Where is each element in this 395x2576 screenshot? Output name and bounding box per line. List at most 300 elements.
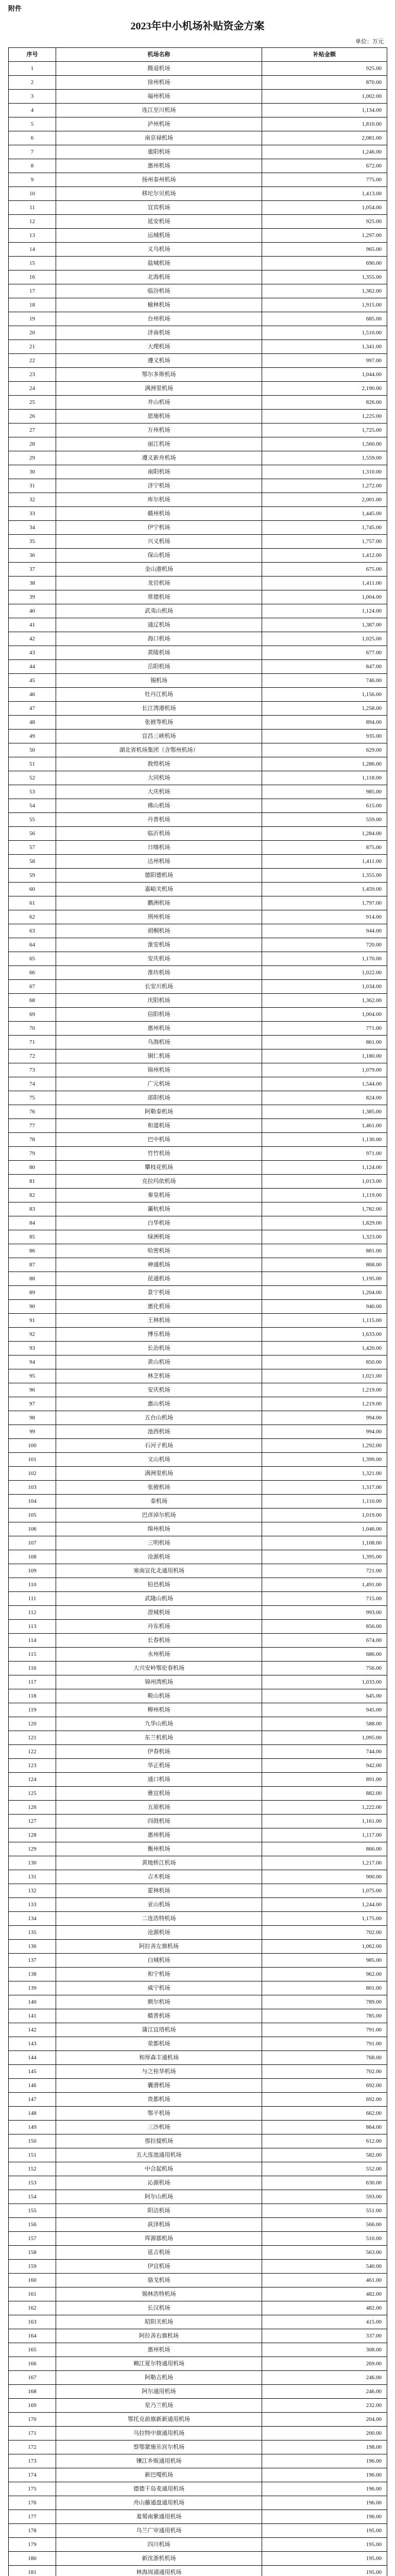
subsidy-amount: 1,491.00 <box>262 1578 387 1592</box>
subsidy-amount: 2,001.00 <box>262 493 387 507</box>
row-number: 42 <box>9 632 56 646</box>
subsidy-amount: 645.00 <box>262 1689 387 1703</box>
row-number: 33 <box>9 507 56 521</box>
airport-name: 荥都机场 <box>56 2037 262 2051</box>
table-row <box>9 2413 387 2427</box>
subsidy-amount: 1,004.00 <box>262 1008 387 1022</box>
airport-name: 灞杭机场 <box>56 1202 262 1216</box>
table-row <box>9 2246 387 2260</box>
airport-name: 五大连池通用机场 <box>56 2148 262 2162</box>
subsidy-amount: 246.00 <box>262 2371 387 2385</box>
row-number: 130 <box>9 1856 56 1870</box>
airport-name: 锡林浩特机场 <box>56 2287 262 2301</box>
airport-name: 池西机场 <box>56 1425 262 1439</box>
header-name: 机场名称 <box>56 48 262 62</box>
row-number: 97 <box>9 1397 56 1411</box>
subsidy-amount: 337.00 <box>262 2329 387 2343</box>
row-number: 108 <box>9 1550 56 1564</box>
subsidy-amount: 1,022.00 <box>262 966 387 980</box>
header-amount: 补贴金额 <box>262 48 387 62</box>
table-row <box>9 1091 387 1105</box>
airport-name: 武夷山机场 <box>56 604 262 618</box>
table-row <box>9 1272 387 1286</box>
table-row <box>9 382 387 396</box>
row-number: 43 <box>9 646 56 660</box>
airport-name: 德阳德机场 <box>56 869 262 883</box>
table-row <box>9 2218 387 2232</box>
row-number: 73 <box>9 1063 56 1077</box>
airport-name: 邵阳机场 <box>56 1091 262 1105</box>
subsidy-amount: 1,004.00 <box>262 590 387 604</box>
airport-name: 荆州机场 <box>56 910 262 924</box>
subsidy-amount: 861.00 <box>262 1036 387 1049</box>
table-row <box>9 90 387 104</box>
airport-name: 腾退机场 <box>56 62 262 76</box>
table-row <box>9 896 387 910</box>
table-row <box>9 1258 387 1272</box>
subsidy-amount: 868.00 <box>262 1258 387 1272</box>
row-number: 31 <box>9 479 56 493</box>
subsidy-amount: 662.00 <box>262 2107 387 2121</box>
subsidy-amount: 196.00 <box>262 2510 387 2524</box>
row-number: 53 <box>9 785 56 799</box>
table-row <box>9 1606 387 1620</box>
row-number: 157 <box>9 2232 56 2246</box>
row-number: 6 <box>9 131 56 145</box>
table-row <box>9 521 387 535</box>
airport-name: 博乐机场 <box>56 1328 262 1342</box>
row-number: 25 <box>9 396 56 410</box>
row-number: 22 <box>9 354 56 368</box>
row-number: 55 <box>9 813 56 827</box>
row-number: 96 <box>9 1383 56 1397</box>
table-row <box>9 2162 387 2176</box>
airport-name: 淮坊机场 <box>56 966 262 980</box>
airport-name: 大庆机场 <box>56 785 262 799</box>
airport-name: 安庆机场 <box>56 1383 262 1397</box>
row-number: 19 <box>9 312 56 326</box>
subsidy-amount: 246.00 <box>262 2385 387 2399</box>
subsidy-amount: 1,412.00 <box>262 549 387 563</box>
row-number: 104 <box>9 1495 56 1509</box>
airport-name: 保山机场 <box>56 549 262 563</box>
airport-name: 沁源机场 <box>56 2176 262 2190</box>
subsidy-amount: 204.00 <box>262 2413 387 2427</box>
subsidy-amount: 791.00 <box>262 2037 387 2051</box>
table-row <box>9 479 387 493</box>
table-row <box>9 1481 387 1495</box>
table-row <box>9 1022 387 1036</box>
row-number: 5 <box>9 117 56 131</box>
subsidy-amount: 1,195.00 <box>262 1272 387 1286</box>
subsidy-amount: 826.00 <box>262 396 387 410</box>
table-row <box>9 1592 387 1606</box>
subsidy-amount: 985.00 <box>262 785 387 799</box>
airport-name: 赣普机场 <box>56 2009 262 2023</box>
row-number: 12 <box>9 215 56 229</box>
subsidy-amount: 985.00 <box>262 1954 387 1968</box>
table-row <box>9 270 387 284</box>
table-row <box>9 437 387 451</box>
subsidy-amount: 1,459.00 <box>262 883 387 896</box>
table-row <box>9 1230 387 1244</box>
row-number: 167 <box>9 2371 56 2385</box>
airport-name: 惠州机场 <box>56 1828 262 1842</box>
table-row <box>9 2343 387 2357</box>
table-row <box>9 1926 387 1940</box>
airport-name: 三沙机场 <box>56 2121 262 2134</box>
table-row <box>9 1870 387 1884</box>
subsidy-amount: 1,130.00 <box>262 1133 387 1147</box>
subsidy-amount: 232.00 <box>262 2399 387 2413</box>
subsidy-amount: 882.00 <box>262 1787 387 1801</box>
subsidy-amount: 196.00 <box>262 2496 387 2510</box>
row-number: 176 <box>9 2496 56 2510</box>
airport-name: 德德干岛麦通用机场 <box>56 2482 262 2496</box>
table-row <box>9 2176 387 2190</box>
row-number: 35 <box>9 535 56 549</box>
subsidy-amount: 993.00 <box>262 1606 387 1620</box>
airport-name: 沧源机场 <box>56 1550 262 1564</box>
row-number: 75 <box>9 1091 56 1105</box>
table-row <box>9 451 387 465</box>
subsidy-amount: 1,292.00 <box>262 1439 387 1453</box>
row-number: 45 <box>9 674 56 688</box>
table-row <box>9 1634 387 1648</box>
row-number: 152 <box>9 2162 56 2176</box>
table-row <box>9 1842 387 1856</box>
row-number: 125 <box>9 1787 56 1801</box>
airport-name: 兴义机场 <box>56 535 262 549</box>
airport-name: 徐州机场 <box>56 76 262 90</box>
airport-name: 张掖等机场 <box>56 716 262 730</box>
row-number: 128 <box>9 1828 56 1842</box>
airport-name: 绵州机场 <box>56 1522 262 1536</box>
subsidy-amount: 196.00 <box>262 2482 387 2496</box>
airport-name: 敦煌机场 <box>56 757 262 771</box>
row-number: 84 <box>9 1216 56 1230</box>
airport-name: 石河子机场 <box>56 1439 262 1453</box>
row-number: 138 <box>9 1968 56 1981</box>
table-row <box>9 1161 387 1175</box>
subsidy-amount: 1,445.00 <box>262 507 387 521</box>
row-number: 64 <box>9 938 56 952</box>
table-row <box>9 577 387 590</box>
subsidy-amount: 552.00 <box>262 2162 387 2176</box>
airport-name: 淮安机场 <box>56 938 262 952</box>
subsidy-amount: 894.00 <box>262 716 387 730</box>
row-number: 94 <box>9 1355 56 1369</box>
table-row <box>9 368 387 382</box>
row-number: 154 <box>9 2190 56 2204</box>
table-row <box>9 743 387 757</box>
table-row <box>9 298 387 312</box>
table-row <box>9 632 387 646</box>
subsidy-amount: 994.00 <box>262 1425 387 1439</box>
airport-name: 骆戈机场 <box>56 2274 262 2287</box>
row-number: 107 <box>9 1536 56 1550</box>
table-row <box>9 549 387 563</box>
row-number: 126 <box>9 1801 56 1815</box>
row-number: 143 <box>9 2037 56 2051</box>
subsidy-amount: 1,044.00 <box>262 368 387 382</box>
subsidy-amount: 685.00 <box>262 312 387 326</box>
subsidy-amount: 1,246.00 <box>262 145 387 159</box>
table-row <box>9 2134 387 2148</box>
table-row <box>9 2287 387 2301</box>
subsidy-amount: 1,217.00 <box>262 1856 387 1870</box>
table-row <box>9 827 387 841</box>
row-number: 82 <box>9 1189 56 1202</box>
airport-name: 五原机场 <box>56 1801 262 1815</box>
subsidy-amount: 1,062.00 <box>262 1940 387 1954</box>
table-row <box>9 2385 387 2399</box>
row-number: 62 <box>9 910 56 924</box>
airport-name: 黄山机场 <box>56 1355 262 1369</box>
table-row <box>9 757 387 771</box>
airport-name: 盐城机场 <box>56 257 262 270</box>
airport-name: 白华机场 <box>56 1216 262 1230</box>
row-number: 164 <box>9 2329 56 2343</box>
table-row <box>9 799 387 813</box>
airport-name: 惠州机场 <box>56 2343 262 2357</box>
row-number: 58 <box>9 855 56 869</box>
table-row <box>9 465 387 479</box>
row-number: 54 <box>9 799 56 813</box>
row-number: 57 <box>9 841 56 855</box>
table-row <box>9 883 387 896</box>
row-number: 141 <box>9 2009 56 2023</box>
table-row <box>9 1564 387 1578</box>
table-row <box>9 2260 387 2274</box>
airport-name: 哈密机场 <box>56 1244 262 1258</box>
row-number: 38 <box>9 577 56 590</box>
airport-name: 王林机场 <box>56 1314 262 1328</box>
airport-name: 通口机场 <box>56 1773 262 1787</box>
subsidy-amount: 1,156.00 <box>262 688 387 702</box>
subsidy-amount: 1,013.00 <box>262 1175 387 1189</box>
subsidy-amount: 1,782.00 <box>262 1202 387 1216</box>
airport-name: 柳州机场 <box>56 1703 262 1717</box>
row-number: 30 <box>9 465 56 479</box>
table-row <box>9 1522 387 1536</box>
row-number: 109 <box>9 1564 56 1578</box>
subsidy-amount: 702.00 <box>262 2065 387 2079</box>
airport-name: 华正机场 <box>56 1759 262 1773</box>
airport-name: 神通机场 <box>56 1258 262 1272</box>
row-number: 175 <box>9 2482 56 2496</box>
table-row <box>9 952 387 966</box>
subsidy-amount: 415.00 <box>262 2315 387 2329</box>
airport-name: 伊宁机场 <box>56 521 262 535</box>
table-row <box>9 2538 387 2552</box>
subsidy-amount: 1,118.00 <box>262 771 387 785</box>
subsidy-amount: 756.00 <box>262 1662 387 1675</box>
row-number: 159 <box>9 2260 56 2274</box>
table-row <box>9 2441 387 2454</box>
table-row <box>9 1675 387 1689</box>
table-row <box>9 2009 387 2023</box>
subsidy-amount: 1,310.00 <box>262 465 387 479</box>
subsidy-amount: 1,222.00 <box>262 1801 387 1815</box>
row-number: 149 <box>9 2121 56 2134</box>
airport-name: 阿勒吉机场 <box>56 2371 262 2385</box>
subsidy-amount: 785.00 <box>262 2009 387 2023</box>
table-row <box>9 1383 387 1397</box>
airport-name: 四鼓机场 <box>56 1815 262 1828</box>
table-row <box>9 104 387 117</box>
table-row <box>9 1550 387 1564</box>
subsidy-amount: 1,399.00 <box>262 1453 387 1467</box>
subsidy-amount: 692.00 <box>262 2093 387 2107</box>
row-number: 41 <box>9 618 56 632</box>
airport-name: 亚山机场 <box>56 1898 262 1912</box>
airport-name: 伊春机场 <box>56 1745 262 1759</box>
subsidy-amount: 1,362.00 <box>262 994 387 1008</box>
subsidy-amount: 1,757.00 <box>262 535 387 549</box>
table-row <box>9 1453 387 1467</box>
airport-name: 林海周浦通用机场 <box>56 2566 262 2576</box>
airport-name: 文山机场 <box>56 1453 262 1467</box>
subsidy-amount: 720.00 <box>262 938 387 952</box>
subsidy-amount: 269.00 <box>262 2357 387 2371</box>
table-row <box>9 159 387 173</box>
airport-name: 长春机场 <box>56 1634 262 1648</box>
subsidy-amount: 791.00 <box>262 2023 387 2037</box>
airport-name: 长安川机场 <box>56 980 262 994</box>
subsidy-amount: 630.00 <box>262 2176 387 2190</box>
table-row <box>9 1884 387 1898</box>
table-row <box>9 1968 387 1981</box>
row-number: 91 <box>9 1314 56 1328</box>
subsidy-amount: 196.00 <box>262 2468 387 2482</box>
subsidy-amount: 789.00 <box>262 1995 387 2009</box>
airport-name: 台州机场 <box>56 312 262 326</box>
row-number: 95 <box>9 1369 56 1383</box>
subsidy-amount: 1,244.00 <box>262 1898 387 1912</box>
airport-name: 赣州机场 <box>56 507 262 521</box>
airport-name: 惠州机场 <box>56 159 262 173</box>
row-number: 37 <box>9 563 56 577</box>
table-row <box>9 2204 387 2218</box>
table-row <box>9 1745 387 1759</box>
table-row <box>9 604 387 618</box>
subsidy-amount: 1,124.00 <box>262 604 387 618</box>
table-row <box>9 674 387 688</box>
table-row <box>9 2190 387 2204</box>
row-number: 103 <box>9 1481 56 1495</box>
row-number: 124 <box>9 1773 56 1787</box>
subsidy-amount: 1,117.00 <box>262 1828 387 1842</box>
table-row <box>9 771 387 785</box>
subsidy-amount: 942.00 <box>262 1759 387 1773</box>
header-no: 序号 <box>9 48 56 62</box>
row-number: 74 <box>9 1077 56 1091</box>
airport-name: 五台山机场 <box>56 1411 262 1425</box>
airport-name: 锦州机场 <box>56 1063 262 1077</box>
subsidy-amount: 1,033.00 <box>262 1675 387 1689</box>
airport-name: 南京禄机场 <box>56 131 262 145</box>
airport-name: 九华山机场 <box>56 1717 262 1731</box>
airport-name: 阿拉善左旗机场 <box>56 1940 262 1954</box>
table-row <box>9 841 387 855</box>
row-number: 46 <box>9 688 56 702</box>
airport-name: 连江至川机场 <box>56 104 262 117</box>
subsidy-amount: 540.00 <box>262 2260 387 2274</box>
airport-name: 临汾机场 <box>56 284 262 298</box>
airport-name: 铜仁机场 <box>56 1049 262 1063</box>
row-number: 13 <box>9 229 56 243</box>
row-number: 71 <box>9 1036 56 1049</box>
table-row <box>9 646 387 660</box>
airport-name: 昭阳关机场 <box>56 2315 262 2329</box>
airport-name: 临沂机场 <box>56 827 262 841</box>
table-row <box>9 2274 387 2287</box>
subsidy-amount: 1,323.00 <box>262 1230 387 1244</box>
row-number: 98 <box>9 1411 56 1425</box>
airport-name: 黄地桥江机场 <box>56 1856 262 1870</box>
airport-name: 满洲里机场 <box>56 382 262 396</box>
airport-name: 南阳机场 <box>56 465 262 479</box>
airport-name: 珲源郡机场 <box>56 2232 262 2246</box>
row-number: 166 <box>9 2357 56 2371</box>
airport-name: 克拉玛依机场 <box>56 1175 262 1189</box>
subsidy-amount: 551.00 <box>262 2204 387 2218</box>
table-row <box>9 2371 387 2385</box>
row-number: 8 <box>9 159 56 173</box>
row-number: 148 <box>9 2107 56 2121</box>
table-row <box>9 1119 387 1133</box>
airport-name: 锡机场 <box>56 674 262 688</box>
row-number: 151 <box>9 2148 56 2162</box>
subsidy-amount: 1,002.00 <box>262 90 387 104</box>
table-row <box>9 340 387 354</box>
table-row <box>9 1828 387 1842</box>
subsidy-amount: 1,286.00 <box>262 757 387 771</box>
airport-name: 铅邑机场 <box>56 1578 262 1592</box>
row-number: 160 <box>9 2274 56 2287</box>
row-number: 114 <box>9 1634 56 1648</box>
row-number: 162 <box>9 2301 56 2315</box>
airport-name: 星乃兰机场 <box>56 2399 262 2413</box>
airport-name: 和道机场 <box>56 1119 262 1133</box>
table-row <box>9 1314 387 1328</box>
table-row <box>9 312 387 326</box>
airport-name: 牡丹江机场 <box>56 688 262 702</box>
row-number: 27 <box>9 423 56 437</box>
table-row <box>9 1995 387 2009</box>
table-row <box>9 966 387 980</box>
airport-name: 三明机场 <box>56 1536 262 1550</box>
subsidy-amount: 994.00 <box>262 1411 387 1425</box>
row-number: 102 <box>9 1467 56 1481</box>
subsidy-amount: 593.00 <box>262 2190 387 2204</box>
airport-name: 常德机场 <box>56 590 262 604</box>
airport-name: 巴彦淖尔机场 <box>56 1509 262 1522</box>
row-number: 158 <box>9 2246 56 2260</box>
table-row <box>9 813 387 827</box>
airport-name: 大兴安岭鄂伦春机场 <box>56 1662 262 1675</box>
table-row <box>9 2023 387 2037</box>
table-row <box>9 590 387 604</box>
row-number: 132 <box>9 1884 56 1898</box>
airport-name: 吉木机场 <box>56 1870 262 1884</box>
subsidy-amount: 195.00 <box>262 2552 387 2566</box>
subsidy-amount: 195.00 <box>262 2524 387 2538</box>
airport-name: 竹竹机场 <box>56 1147 262 1161</box>
table-row <box>9 1300 387 1314</box>
table-row <box>9 1912 387 1926</box>
